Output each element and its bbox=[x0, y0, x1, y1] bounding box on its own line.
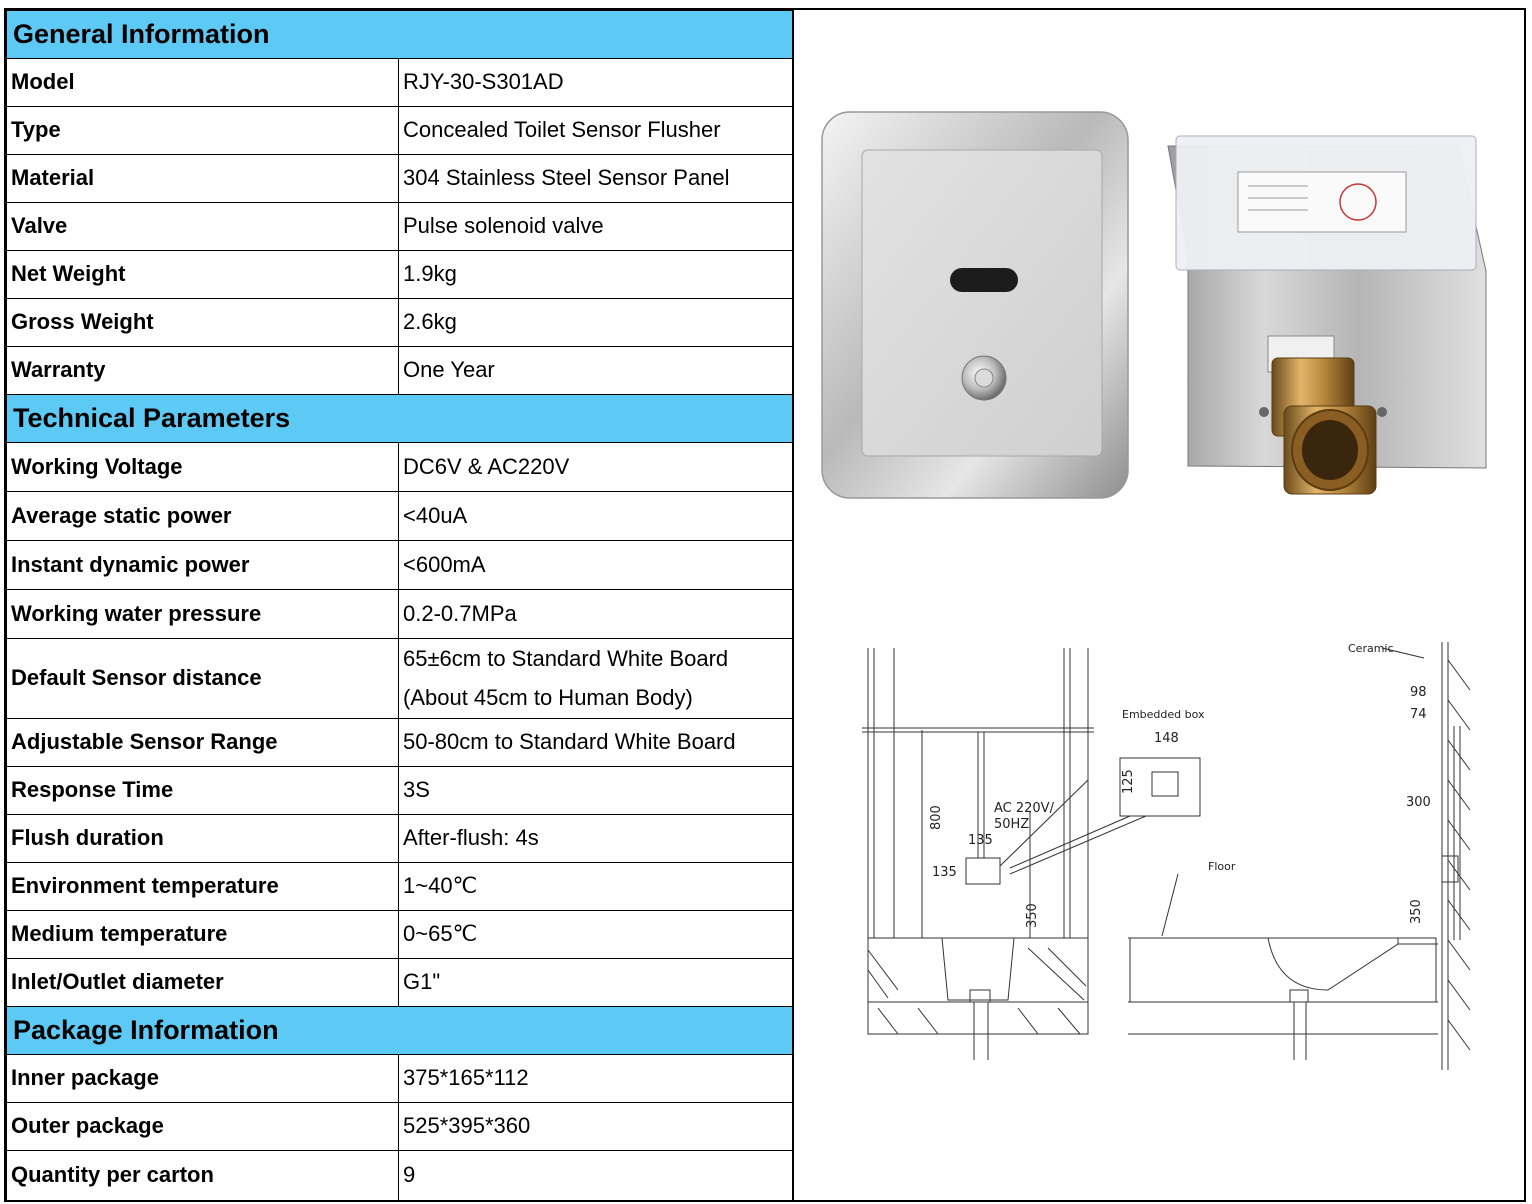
left-view-lines bbox=[862, 648, 1094, 1060]
spec-value: G1" bbox=[399, 959, 793, 1007]
spec-row-warranty bbox=[7, 347, 793, 395]
label-800: 800 bbox=[929, 805, 944, 830]
spec-label: Working Voltage bbox=[7, 443, 399, 492]
spec-value: 2.6kg bbox=[399, 299, 793, 347]
label-ceramic: Ceramic bbox=[1348, 642, 1394, 655]
spec-value-line1: 65±6cm to Standard White Board bbox=[403, 646, 729, 671]
spec-row-model bbox=[7, 59, 793, 107]
spec-label: Type bbox=[7, 107, 399, 155]
spec-label: Inlet/Outlet diameter bbox=[7, 959, 399, 1007]
spec-value-line2: (About 45cm to Human Body) bbox=[403, 684, 693, 710]
spec-value: <600mA bbox=[399, 541, 793, 590]
spec-row-quantity bbox=[7, 1151, 793, 1201]
label-148: 148 bbox=[1154, 731, 1179, 746]
spec-row-outer-package bbox=[7, 1103, 793, 1151]
spec-label: Average static power bbox=[7, 492, 399, 541]
label-300: 300 bbox=[1406, 795, 1431, 810]
spec-row-working-voltage bbox=[7, 443, 793, 492]
spec-value: 9 bbox=[399, 1151, 793, 1201]
spec-value: 50-80cm to Standard White Board bbox=[399, 719, 793, 767]
spec-row-sensor-range bbox=[7, 719, 793, 767]
section-header-package bbox=[7, 1007, 793, 1055]
section-title: Technical Parameters bbox=[7, 395, 793, 443]
sensor-panel-image bbox=[818, 106, 1132, 502]
spec-row-dynamic-power bbox=[7, 541, 793, 590]
spec-row-inner-package bbox=[7, 1055, 793, 1103]
spec-label: Flush duration bbox=[7, 815, 399, 863]
label-135-left: 135 bbox=[932, 865, 957, 880]
spec-row-sensor-distance bbox=[7, 639, 793, 719]
spec-value: DC6V & AC220V bbox=[399, 443, 793, 492]
spec-value: RJY-30-S301AD bbox=[399, 59, 793, 107]
spec-value bbox=[399, 639, 793, 719]
label-embedded-box: Embedded box bbox=[1122, 708, 1205, 721]
spec-value: Pulse solenoid valve bbox=[399, 203, 793, 251]
spec-table bbox=[6, 10, 793, 1201]
installation-diagram bbox=[858, 630, 1478, 1080]
spec-value: 1~40℃ bbox=[399, 863, 793, 911]
label-350-right: 350 bbox=[1409, 899, 1424, 924]
spec-label: Instant dynamic power bbox=[7, 541, 399, 590]
spec-row-water-pressure bbox=[7, 590, 793, 639]
spec-value: 304 Stainless Steel Sensor Panel bbox=[399, 155, 793, 203]
spec-row-material bbox=[7, 155, 793, 203]
spec-label: Inner package bbox=[7, 1055, 399, 1103]
spec-value: 375*165*112 bbox=[399, 1055, 793, 1103]
spec-label: Material bbox=[7, 155, 399, 203]
section-header-technical bbox=[7, 395, 793, 443]
spec-label: Gross Weight bbox=[7, 299, 399, 347]
spec-value: Concealed Toilet Sensor Flusher bbox=[399, 107, 793, 155]
spec-value: 525*395*360 bbox=[399, 1103, 793, 1151]
label-floor: Floor bbox=[1208, 860, 1236, 873]
spec-label: Medium temperature bbox=[7, 911, 399, 959]
spec-row-gross-weight bbox=[7, 299, 793, 347]
spec-row-diameter bbox=[7, 959, 793, 1007]
label-74: 74 bbox=[1410, 707, 1427, 722]
section-title: Package Information bbox=[7, 1007, 793, 1055]
label-freq: 50HZ bbox=[994, 817, 1030, 832]
label-350-left: 350 bbox=[1025, 903, 1040, 928]
label-125: 125 bbox=[1121, 769, 1136, 794]
spec-value: 0~65℃ bbox=[399, 911, 793, 959]
label-135-top: 135 bbox=[968, 833, 993, 848]
spec-value: <40uA bbox=[399, 492, 793, 541]
spec-row-flush-duration bbox=[7, 815, 793, 863]
spec-row-type bbox=[7, 107, 793, 155]
spec-row-response-time bbox=[7, 767, 793, 815]
spec-label: Adjustable Sensor Range bbox=[7, 719, 399, 767]
diagram-labels bbox=[929, 642, 1431, 928]
spec-value: One Year bbox=[399, 347, 793, 395]
label-98: 98 bbox=[1410, 685, 1427, 700]
spec-label: Working water pressure bbox=[7, 590, 399, 639]
spec-label: Valve bbox=[7, 203, 399, 251]
spec-label: Model bbox=[7, 59, 399, 107]
section-header-general bbox=[7, 11, 793, 59]
spec-label: Warranty bbox=[7, 347, 399, 395]
spec-label: Environment temperature bbox=[7, 863, 399, 911]
spec-row-env-temp bbox=[7, 863, 793, 911]
spec-row-valve bbox=[7, 203, 793, 251]
spec-sheet bbox=[4, 8, 1526, 1202]
spec-row-medium-temp bbox=[7, 911, 793, 959]
spec-value: 3S bbox=[399, 767, 793, 815]
spec-value: 0.2-0.7MPa bbox=[399, 590, 793, 639]
spec-label: Quantity per carton bbox=[7, 1151, 399, 1201]
spec-row-static-power bbox=[7, 492, 793, 541]
right-view-lines bbox=[1010, 642, 1470, 1070]
spec-label: Response Time bbox=[7, 767, 399, 815]
section-title: General Information bbox=[7, 11, 793, 59]
spec-row-net-weight bbox=[7, 251, 793, 299]
spec-value: 1.9kg bbox=[399, 251, 793, 299]
spec-label: Net Weight bbox=[7, 251, 399, 299]
label-power: AC 220V/ bbox=[994, 801, 1054, 816]
spec-value: After-flush: 4s bbox=[399, 815, 793, 863]
spec-label: Default Sensor distance bbox=[7, 639, 399, 719]
spec-label: Outer package bbox=[7, 1103, 399, 1151]
embedded-box-image bbox=[1158, 106, 1494, 506]
column-divider bbox=[792, 10, 794, 1200]
